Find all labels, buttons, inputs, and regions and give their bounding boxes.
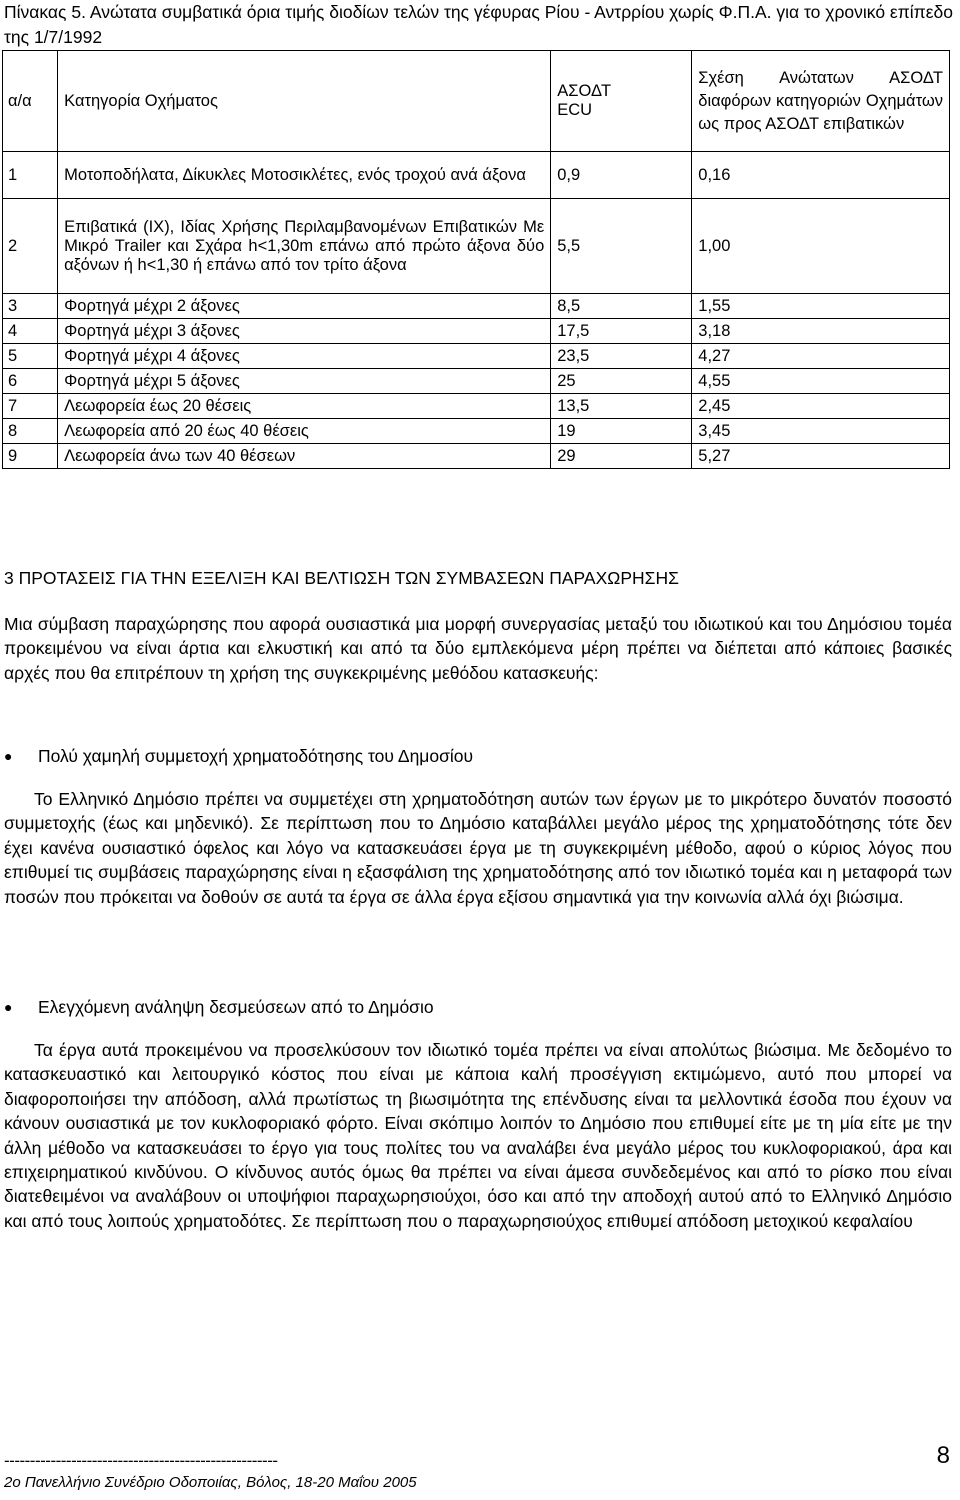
table-row bbox=[3, 344, 950, 369]
table-caption: Πίνακας 5. Ανώτατα συμβατικά όρια τιμής διοδίων τελών της γέφυρας Ρίου - Αντρρίου χωρίς Φ.Π.Α. για το χρονικό επίπεδο της 1/7/1992 bbox=[4, 2, 954, 47]
cell-ratio: 3,45 bbox=[692, 419, 950, 444]
table-row bbox=[3, 394, 950, 419]
cell-category: Λεωφορεία από 20 έως 40 θέσεις bbox=[58, 419, 551, 444]
paragraph-commitments: Τα έργα αυτά προκειμένου να προσελκύσουν τον ιδιωτικό τομέα πρέπει να είναι απολύτως βιώσιμα. Με δεδομένο το κατασκευαστικό και λειτουργικό κόστος που είναι με κάποια καλή προσέγγιση εκτιμώμενο, αυτό που μπορεί να διαφοροποιήσει την απόδοση, αλλά πρωτίστως τη βιωσιμότητα της επένδυσης είναι τα μελλοντικά έσοδα που έχουν να κάνουν ουσιαστικά με τον κυκλοφοριακό φόρτο. Είναι σκόπιμο λοιπόν το Δημόσιο που επιθυμεί είτε με τη μία είτε με την άλλη μέθοδο να κατασκευάσει το έργο για τους πολίτες του να αναλάβει ένα μεγάλο μέρος του κυκλοφοριακού, άρα και επιχειρηματικού κινδύνου. Ο κίνδυνος αυτός όμως θα πρέπει να είναι άμεσα συνδεδεμένος και από το ρίσκο που είναι διατεθειμένοι να αναλάβουν οι υποψήφιοι παραχωρησιούχοι, όσο και από την αποδοχή αυτού από το Ελληνικό Δημόσιο και από τους λοιπούς χρηματοδότες. Σε περίπτωση που ο παραχωρησιούχος επιθυμεί απόδοση μετοχικού κεφαλαίου bbox=[4, 1040, 952, 1231]
cell-category: Φορτηγά μέχρι 4 άξονες bbox=[58, 344, 551, 369]
cell-ratio: 4,55 bbox=[692, 369, 950, 394]
cell-ratio: 1,55 bbox=[692, 294, 950, 319]
bullet-text: Πολύ χαμηλή συμμετοχή χρηματοδότησης του Δημοσίου bbox=[38, 746, 474, 766]
cell-asodt: 25 bbox=[551, 369, 692, 394]
cell-no: 2 bbox=[3, 199, 58, 294]
cell-ratio: 4,27 bbox=[692, 344, 950, 369]
cell-asodt: 29 bbox=[551, 444, 692, 469]
header-no: α/α bbox=[3, 51, 58, 152]
bullet-item bbox=[4, 995, 434, 1019]
cell-category: Φορτηγά μέχρι 3 άξονες bbox=[58, 319, 551, 344]
cell-asodt: 19 bbox=[551, 419, 692, 444]
bullet-text: Ελεγχόμενη ανάληψη δεσμεύσεων από το Δημόσιο bbox=[38, 997, 434, 1017]
cell-no: 3 bbox=[3, 294, 58, 319]
toll-table bbox=[2, 50, 960, 469]
cell-asodt: 0,9 bbox=[551, 152, 692, 199]
cell-no: 9 bbox=[3, 444, 58, 469]
table-row bbox=[3, 419, 950, 444]
section-title: 3 ΠΡΟΤΑΣΕΙΣ ΓΙΑ ΤΗΝ ΕΞΕΛΙΞΗ ΚΑΙ ΒΕΛΤΙΩΣΗ ΤΩΝ ΣΥΜΒΑΣΕΩΝ ΠΑΡΑΧΩΡΗΣΗΣ bbox=[4, 568, 679, 588]
table-row bbox=[3, 199, 950, 294]
cell-ratio: 3,18 bbox=[692, 319, 950, 344]
header-category: Κατηγορία Οχήματος bbox=[58, 51, 551, 152]
cell-asodt: 8,5 bbox=[551, 294, 692, 319]
table-header-row bbox=[3, 51, 950, 152]
bullet-item bbox=[4, 744, 473, 768]
cell-no: 4 bbox=[3, 319, 58, 344]
cell-no: 7 bbox=[3, 394, 58, 419]
cell-asodt: 5,5 bbox=[551, 199, 692, 294]
cell-category: Λεωφορεία έως 20 θέσεις bbox=[58, 394, 551, 419]
cell-asodt: 13,5 bbox=[551, 394, 692, 419]
cell-ratio: 1,00 bbox=[692, 199, 950, 294]
cell-category: Λεωφορεία άνω των 40 θέσεων bbox=[58, 444, 551, 469]
cell-ratio: 5,27 bbox=[692, 444, 950, 469]
cell-no: 8 bbox=[3, 419, 58, 444]
table-row bbox=[3, 369, 950, 394]
table-row bbox=[3, 152, 950, 199]
cell-ratio: 0,16 bbox=[692, 152, 950, 199]
header-ratio: Σχέση Ανώτατων ΑΣΟΔΤ διαφόρων κατηγοριών Οχημάτων ως προς ΑΣΟΔΤ επιβατικών bbox=[692, 51, 950, 152]
cell-category: Μοτοποδήλατα, Δίκυκλες Μοτοσικλέτες, ενός τροχού ανά άξονα bbox=[58, 152, 551, 199]
cell-ratio: 2,45 bbox=[692, 394, 950, 419]
table-row bbox=[3, 444, 950, 469]
cell-category: Επιβατικά (ΙΧ), Ιδίας Χρήσης Περιλαμβανομένων Επιβατικών Με Μικρό Trailer και Σχάρα h<1,30m επάνω από πρώτο άξονα δύο αξόνων ή h<1,30 ή επάνω από τον τρίτο άξονα bbox=[58, 199, 551, 294]
cell-asodt: 23,5 bbox=[551, 344, 692, 369]
cell-no: 5 bbox=[3, 344, 58, 369]
table-row bbox=[3, 319, 950, 344]
footer-rule: ----------------------------------------------------- bbox=[4, 1451, 278, 1470]
cell-asodt: 17,5 bbox=[551, 319, 692, 344]
table-row bbox=[3, 294, 950, 319]
intro-paragraph: Μια σύμβαση παραχώρησης που αφορά ουσιαστικά μια μορφή συνεργασίας μεταξύ του ιδιωτικού και του Δημόσιου τομέα προκειμένου να είναι άρτια και ελκυστική και από τα δύο εμπλεκόμενα μέρη πρέπει να διέπεται από κάποιες βασικές αρχές που θα επιτρέπουν τη χρήση της συγκεκριμένης μεθόδου κατασκευής: bbox=[4, 614, 952, 683]
bullet-icon: ● bbox=[4, 748, 13, 764]
cell-no: 1 bbox=[3, 152, 58, 199]
cell-category: Φορτηγά μέχρι 5 άξονες bbox=[58, 369, 551, 394]
cell-no: 6 bbox=[3, 369, 58, 394]
cell-category: Φορτηγά μέχρι 2 άξονες bbox=[58, 294, 551, 319]
footer-text: 2ο Πανελλήνιο Συνέδριο Οδοποιίας, Βόλος, 18-20 Μαΐου 2005 bbox=[4, 1474, 417, 1491]
bullet-icon: ● bbox=[4, 999, 13, 1015]
page-number: 8 bbox=[936, 1442, 950, 1469]
header-asodt: ΑΣΟΔΤ ECU bbox=[551, 51, 692, 152]
paragraph-funding: Το Ελληνικό Δημόσιο πρέπει να συμμετέχει στη χρηματοδότηση αυτών των έργων με το μικρότερο δυνατόν ποσοστό συμμετοχής (έως και μηδενικό). Σε περίπτωση που το Δημόσιο καταβάλλει μεγάλο μέρος της χρηματοδότησης τότε δεν έχει κανένα ουσιαστικό όφελος και λόγο να κατασκευάσει έργα με τη συγκεκριμένη μέθοδο, αφού ο κύριος λόγος που επιθυμεί τις συμβάσεις παραχώρησης είναι η εξασφάλιση της χρηματοδότησης από τον ιδιωτικό τομέα και η μεταφορά των ποσών που πρόκειται να δοθούν σε αυτά τα έργα σε άλλα έργα εξίσου σημαντικά για την κοινωνία αλλά όχι βιώσιμα. bbox=[4, 789, 952, 907]
